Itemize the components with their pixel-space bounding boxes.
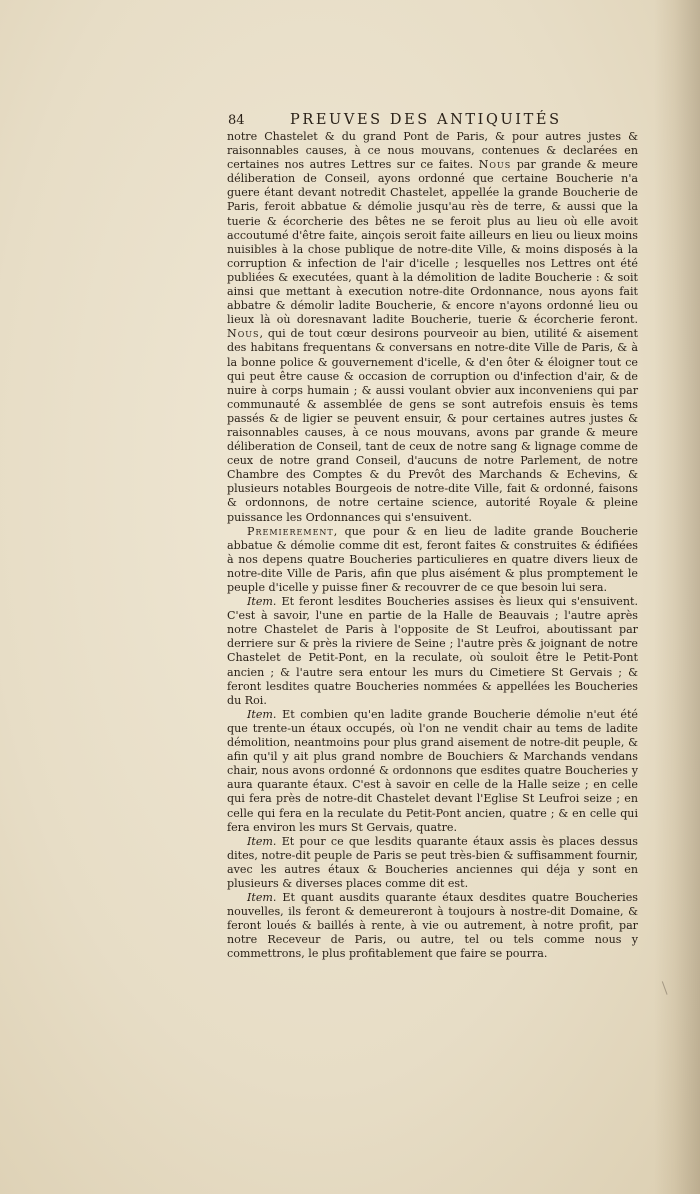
item-text: Et pour ce que lesdits quarante étaux assis ès places dessus dites, notre-dit peuple de Paris se peut très-bien & suffisamment fournir, avec les autres étaux & Boucheries anciennes qui déja y sont en plusieurs & diverses places comme dit est.	[227, 834, 639, 890]
item-paragraph	[227, 891, 638, 961]
opening-continuation: par grande & meure déliberation de Conseil, ayons ordonné que certaine Boucherie n'a guere étant devant notredit Chastelet, appellée la grande Boucherie de Paris, feroit abbatue & démolie jusqu'au rès de terre, & aussi que la tuerie & écorcherie des bêtes ne se feroit plus au lieu où elle avoit accoutumé d'être faite, ainçois seroit faite ailleurs en lieu ou lieux moins nuisibles à la chose publique de notre-dite Ville, & moins disposés à la corruption & infection de l'air d'icelle ; lesquelles nos Lettres ont été publiées & executées, quant à la démolition de ladite Boucherie : & soit ainsi que mettant à execution notre-dite Ordonnance, nous ayons fait abbatre & démolir ladite Boucherie, & encore n'ayons ordonné lieu ou lieux là où doresnavant ladite Boucherie, tuerie & écorcherie feront.	[227, 158, 639, 327]
premierement-label: Premierement	[247, 524, 334, 538]
item-text: Et combien qu'en ladite grande Boucherie démolie n'eut été que trente-un étaux occupés, où l'on ne vendit chair au tems de ladite démolition, neantmoins pour plus grand aisement de notre-dit peuple, & afin qu'il y ait plus grand nombre de Bouchiers & Marchands vendans chair, nous avons ordonné & ordonnons que esdites quatre Boucheries y aura quarante étaux. C'est à savoir en celle de la Halle seize ; en celle qui fera près de notre-dit Chastelet devant l'Eglise St Leufroi seize ; en celle qui fera en la reculate du Petit-Pont ancien, quatre ; & en celle qui fera environ les murs St Gervais, quatre.	[227, 707, 638, 834]
page-gutter-shadow	[654, 0, 700, 1194]
item-label: Item.	[247, 891, 277, 905]
item-paragraph	[227, 708, 638, 835]
nous-word: Nous	[478, 158, 512, 172]
running-header	[228, 112, 668, 128]
item-paragraph	[227, 835, 638, 891]
running-title: PREUVES DES ANTIQUITÉS	[290, 112, 562, 128]
body-text	[227, 130, 638, 962]
opening-paragraph	[227, 130, 638, 525]
premierement-paragraph	[227, 525, 638, 595]
opening-text: notre Chastelet & du grand Pont de Paris, & pour autres justes & raisonnables causes, à ce nous mouvans, contenues & declarées en certaines nos autres Lettres sur ce faites.	[227, 130, 638, 172]
item-paragraph	[227, 595, 638, 708]
nous-word-2: Nous	[227, 327, 260, 341]
premierement-text: , que pour & en lieu de ladite grande Boucherie abbatue & démolie comme dit est, feront faites & construites & édifiées à nos depens quatre Boucheries particulieres en quatre divers lieux de notre-dite Ville de Paris, afin que plus aisément & plus promptement le peuple d'icelle y puisse finer & recouvrer de ce que besoin lui sera.	[227, 524, 638, 594]
page-number: 84	[228, 113, 245, 128]
item-label: Item.	[247, 707, 277, 721]
item-text: Et quant ausdits quarante étaux desdites quatre Boucheries nouvelles, ils feront & demeureront à toujours à nostre-dit Domaine, & feront loués & baillés à rente, à vie ou autrement, à notre profit, par notre Receveur de Paris, ou autre, tel ou tels comme nous y commettrons, le plus profitablement que faire se pourra.	[227, 891, 638, 961]
item-label: Item.	[247, 834, 277, 848]
opening-end: , qui de tout cœur desirons pourveoir au bien, utilité & aisement des habitans frequentans & conversans en notre-dite Ville de Paris, & à la bonne police & gouvernement d'icelle, & d'en ôter & éloigner tout ce qui peut être cause & occasion de corruption ou d'infection d'air, & de nuire à corps humain ; & aussi voulant obvier aux inconveniens qui par communauté & assemblée de gens se sont autrefois ensuis ès tems passés & de ligier se peuvent ensuir, & pour certaines autres justes & raisonnables causes, à ce nous mouvans, avons par grande & meure déliberation de Conseil, tant de ceux de notre sang & lignage comme de ceux de notre grand Conseil, d'aucuns de notre Parlement, de notre Chambre des Comptes & du Prevôt des Marchands & Echevins, & plusieurs notables Bourgeois de notre-dite Ville, fait & ordonné, faisons & ordonnons, de notre certaine science, autorité Royale & pleine puissance les Ordonnances qui s'ensuivent.	[227, 327, 638, 524]
item-text: Et feront lesdites Boucheries assises ès lieux qui s'ensuivent. C'est à savoir, l'une en partie de la Halle de Beauvais ; l'autre après notre Chastelet de Paris à l'opposite de St Leufroi, aboutissant par derriere sur & près la riviere de Seine ; l'autre près & joignant de notre Chastelet de Petit-Pont, en la reculate, où souloit être le Petit-Pont ancien ; & l'autre sera entour les murs du Cimetiere St Gervais ; & feront lesdites quatre Boucheries nommées & appellées les Boucheries du Roi.	[227, 595, 638, 707]
item-label: Item.	[247, 595, 277, 609]
